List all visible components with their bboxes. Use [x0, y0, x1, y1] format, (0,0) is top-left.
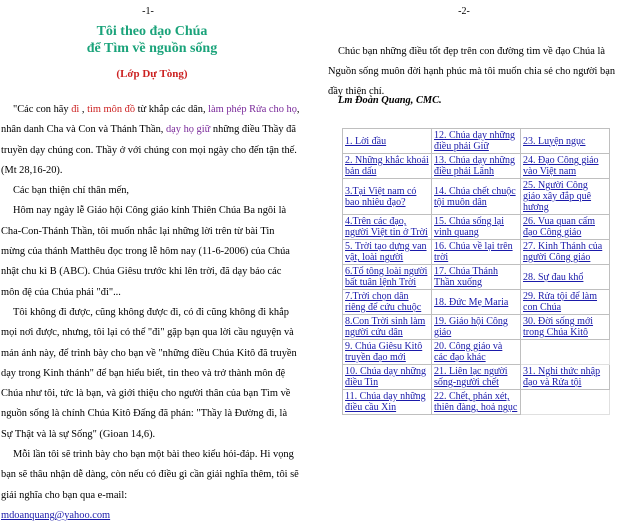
toc-cell — [343, 129, 432, 154]
right-page — [328, 0, 628, 493]
toc-link[interactable]: 10. Chúa dạy những điều Tin — [345, 366, 426, 388]
toc-row — [343, 265, 610, 290]
toc-cell — [432, 315, 521, 340]
toc-link[interactable]: 8.Con Trời sinh làm người cứu dân — [345, 316, 426, 338]
toc-link[interactable]: 3.Tại Việt nam có bao nhiêu đạo? — [345, 185, 417, 208]
document-subtitle: (Lớp Dự Tòng) — [116, 68, 188, 80]
toc-link[interactable]: 15. Chúa sống lại vinh quang — [434, 216, 504, 238]
toc-cell — [521, 179, 610, 215]
email-line — [1, 506, 301, 526]
quote-text: từ khắp các dân, — [135, 104, 209, 115]
toc-cell — [343, 340, 432, 365]
document-title-line2: để Tìm về nguồn sống — [86, 41, 218, 56]
toc-cell — [521, 215, 610, 240]
greeting-paragraph: Các bạn thiện chí thân mến, — [13, 185, 129, 197]
toc-cell — [343, 265, 432, 290]
toc-cell — [432, 154, 521, 179]
toc-link[interactable]: 13. Chúa dạy những điều phải Lãnh — [434, 155, 515, 177]
toc-link[interactable]: 1. Lời đầu — [345, 135, 387, 147]
toc-link[interactable]: 18. Đức Mẹ Maria — [434, 296, 509, 308]
toc-row — [343, 315, 610, 340]
toc-cell — [432, 215, 521, 240]
toc-link[interactable]: 31. Nghi thức nhập đạo và Rửa tội — [523, 366, 601, 388]
scripture-quote — [1, 100, 301, 181]
quote-highlight-teach: dạy họ giữ — [165, 124, 211, 136]
toc-row — [343, 340, 610, 365]
toc-row — [343, 290, 610, 315]
toc-link[interactable]: 24. Đạo Công giáo vào Việt nam — [523, 155, 599, 177]
toc-cell — [432, 290, 521, 315]
toc-link[interactable]: 19. Giáo hội Công giáo — [434, 316, 508, 338]
toc-link[interactable]: 5. Trời tạo dựng van vật, loài người — [345, 241, 427, 263]
toc-cell — [432, 240, 521, 265]
toc-cell — [521, 340, 610, 365]
toc-cell — [432, 179, 521, 215]
quote-highlight-baptize: làm phép Rửa cho họ — [208, 104, 297, 115]
quote-text: , nhân danh Cha và Con và Thánh Thần, — [1, 104, 300, 136]
email-link[interactable]: mdoanquang@yahoo.com — [1, 509, 111, 521]
toc-cell — [432, 265, 521, 290]
toc-link[interactable]: 17. Chúa Thánh Thần xuống — [434, 266, 498, 288]
document-title: Tôi theo đạo Chúa — [96, 24, 208, 39]
toc-cell — [521, 315, 610, 340]
toc-link[interactable]: 11. Chúa dạy những điều cầu Xin — [345, 391, 426, 413]
toc-link[interactable]: 6.Tổ tông loài người bất tuân lệnh Trời — [345, 266, 428, 288]
toc-cell — [343, 179, 432, 215]
page-number-right: -2- — [458, 6, 470, 17]
toc-cell — [521, 390, 610, 415]
quote-text: , — [79, 104, 88, 115]
toc-link[interactable]: 22. Chết, phán xét, thiên đàng, hoả ngục — [434, 391, 518, 413]
toc-link[interactable]: 29. Rửa tội để làm con Chúa — [523, 291, 598, 313]
toc-row — [343, 154, 610, 179]
left-page — [0, 0, 304, 521]
toc-link[interactable]: 7.Trời chọn dân riêng để cứu chuộc — [345, 291, 422, 313]
toc-link[interactable]: 23. Luyện ngục — [523, 135, 586, 147]
body-paragraph: Hôm nay ngày lễ Giáo hội Công giáo kính Thiên Chúa Ba ngôi là Cha-Con-Thánh Thần, tôi muốn nhắc lại những lời trên từ bài Tin mừng của thánh Matthêu đọc trong lễ hôm nay (11-6-2006) của Chúa nhật chu kì B (ABC). Chúa Giêsu trước khi lên trời, đã dạy bảo các môn đệ của Chúa phải "đi"... — [1, 205, 290, 298]
table-of-contents — [342, 128, 610, 415]
toc-cell — [521, 290, 610, 315]
toc-cell — [521, 265, 610, 290]
toc-cell — [343, 365, 432, 390]
toc-cell — [521, 240, 610, 265]
toc-row — [343, 365, 610, 390]
toc-link[interactable]: 30. Đời sống mới trong Chúa Kitô — [523, 316, 594, 338]
toc-row — [343, 129, 610, 154]
toc-link[interactable]: 16. Chúa về lại trên trời — [434, 241, 513, 263]
toc-cell — [432, 340, 521, 365]
toc-row — [343, 240, 610, 265]
toc-cell — [343, 240, 432, 265]
toc-link[interactable]: 28. Sự đau khổ — [523, 271, 584, 283]
toc-cell — [521, 154, 610, 179]
toc-link[interactable]: 26. Vua quan cấm đạo Công giáo — [523, 216, 595, 238]
body-paragraph: Mỗi lần tôi sẽ trình bày cho bạn một bài theo kiểu hỏi-đáp. Hi vọng bạn sẽ thâu nhận dễ dàng, còn nếu có điều gì cần giải nghĩa thêm, tôi sẽ giải nghĩa cho bạn qua e-mail: — [1, 449, 299, 501]
toc-cell — [521, 129, 610, 154]
quote-highlight-go: đi — [71, 104, 80, 115]
right-intro — [328, 42, 628, 102]
toc-link[interactable]: 21. Liên lạc người sống-người chết — [434, 366, 508, 388]
toc-link[interactable]: 20. Công giáo và các đạo khác — [434, 341, 503, 363]
toc-cell — [432, 390, 521, 415]
toc-link[interactable]: 4.Trên các đạo, người Việt tin ở Trời — [345, 216, 428, 238]
toc-link[interactable]: 27. Kinh Thánh của người Công giáo — [523, 241, 603, 263]
toc-cell — [343, 390, 432, 415]
toc-link[interactable]: 2. Những khắc khoải bản dấu — [345, 155, 429, 177]
toc-row — [343, 390, 610, 415]
intro-paragraph: Chúc bạn những điều tốt đẹp trên con đường tìm về đạo Chúa là Nguồn sống muôn đời hạnh phúc mà tôi muốn chia sẻ cho người bạn đầy thiện chí. — [328, 46, 616, 97]
quote-text: "Các con hãy — [13, 104, 72, 115]
toc-row — [343, 179, 610, 215]
toc-link[interactable]: 12. Chúa dạy những điều phải Giữ — [434, 130, 515, 152]
toc-cell — [343, 315, 432, 340]
toc-cell — [521, 365, 610, 390]
toc-cell — [343, 154, 432, 179]
toc-row — [343, 215, 610, 240]
toc-cell — [432, 129, 521, 154]
page-number-left: -1- — [142, 6, 154, 17]
toc-cell — [343, 215, 432, 240]
toc-link[interactable]: 25. Người Công giáo xây đắp quê hương — [523, 180, 592, 213]
toc-cell — [343, 290, 432, 315]
quote-text: những điều Thầy đã truyền dạy chúng con. Thầy ở với chúng con mọi ngày cho đến tận thế. (Mt 28,16-20). — [1, 124, 297, 176]
toc-cell — [432, 365, 521, 390]
body-paragraph: Tôi không đi được, cũng không được đi, có đi cũng không đi khắp mọi nơi được, nhưng, tôi lại có thể "đi" gặp bạn qua lời cầu nguyện và mản ảnh này, để trình bày cho bạn về "những điều Chúa Kitô đã truyền dạy trong Kinh thánh" để bạn hiểu biết, tin theo và trở thành môn đệ Chúa như tôi, tức là bạn, và giới thiệu cho người thân của bạn Tìm về nguồn sống là chính Chúa Kitô Đấng đã phán: "Thầy là Đường đi, là Sự Thật và là sự Sống" (Gioan 14,6). — [1, 306, 297, 440]
author-signature: Lm Đoàn Quang, CMC. — [338, 95, 442, 106]
left-body-text — [1, 100, 301, 526]
toc-link[interactable]: 14. Chúa chết chuộc tội muôn dân — [434, 185, 516, 208]
quote-highlight-disciples: tìm môn đồ — [87, 104, 136, 115]
toc-link[interactable]: 9. Chúa Giêsu Kitô truyền đạo mới — [345, 341, 423, 363]
